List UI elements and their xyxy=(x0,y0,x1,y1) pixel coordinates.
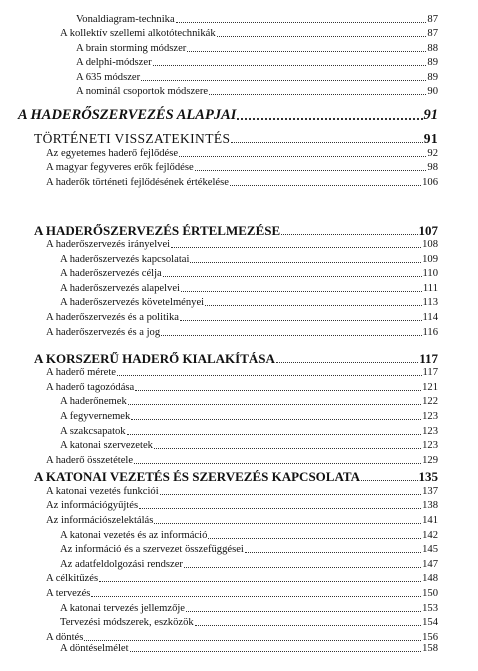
toc-entry-title: A haderő mérete xyxy=(46,367,117,378)
toc-entry-page: 153 xyxy=(422,603,438,614)
toc-entry-title: A haderőszervezés célja xyxy=(60,268,162,279)
dot-leader xyxy=(181,291,422,292)
toc-entry-title: A haderő összetétele xyxy=(46,455,134,466)
toc-entry-page: 88 xyxy=(427,43,438,54)
toc-chapter-heading xyxy=(34,223,438,238)
toc-entry-page: 87 xyxy=(427,14,438,25)
dot-leader xyxy=(361,480,418,481)
toc-entry-title: Az információgyűjtés xyxy=(46,500,139,511)
dot-leader xyxy=(99,581,421,582)
toc-entry-page: 92 xyxy=(427,148,438,159)
dot-leader xyxy=(176,22,427,23)
dot-leader xyxy=(171,247,421,248)
toc-entry xyxy=(60,396,438,408)
dot-leader xyxy=(128,404,421,405)
toc-entry-title: A kollektív szellemi alkotótechnikák xyxy=(60,28,216,39)
toc-entry-title: A katonai tervezés jellemzője xyxy=(60,603,186,614)
toc-entry xyxy=(46,382,438,394)
toc-entry-page: 89 xyxy=(427,72,438,83)
dot-leader xyxy=(180,320,422,321)
toc-entry xyxy=(76,43,438,55)
toc-entry-title: A magyar fegyveres erők fejlődése xyxy=(46,162,194,173)
toc-entry-title: Vonaldiagram-technika xyxy=(76,14,175,25)
toc-entry-page: 156 xyxy=(422,632,438,643)
toc-entry xyxy=(46,239,438,251)
toc-entry xyxy=(60,426,438,438)
dot-leader xyxy=(281,234,417,235)
toc-entry-page: 145 xyxy=(422,544,438,555)
toc-entry-title: Tervezési módszerek, eszközök xyxy=(60,617,194,628)
toc-entry-page: 148 xyxy=(422,573,438,584)
toc-chapter-title: TÖRTÉNETI VISSZATEKINTÉS xyxy=(34,131,231,146)
toc-chapter-title: A KATONAI VEZETÉS ÉS SZERVEZÉS KAPCSOLATA xyxy=(34,469,360,484)
toc-entry xyxy=(46,177,438,189)
toc-entry-title: A döntéselmélet xyxy=(60,643,129,654)
toc-entry-page: 123 xyxy=(422,440,438,451)
dot-leader xyxy=(160,494,421,495)
dot-leader xyxy=(186,611,421,612)
toc-entry xyxy=(60,254,438,266)
toc-entry xyxy=(76,14,438,26)
dot-leader xyxy=(154,448,421,449)
toc-entry-page: 116 xyxy=(422,327,438,338)
toc-entry-title: A katonai vezetés funkciói xyxy=(46,486,159,497)
toc-chapter-heading xyxy=(34,351,438,366)
toc-part-page: 91 xyxy=(423,107,438,123)
toc-entry xyxy=(46,455,438,467)
toc-part-title: A HADERŐSZERVEZÉS ALAPJAI xyxy=(18,107,237,123)
dot-leader xyxy=(91,596,421,597)
toc-entry xyxy=(46,500,438,512)
toc-entry-title: A nominál csoportok módszere xyxy=(76,86,209,97)
toc-entry xyxy=(60,530,438,542)
dot-leader xyxy=(179,156,426,157)
toc-chapter-title: A HADERŐSZERVEZÉS ÉRTELMEZÉSE xyxy=(34,223,281,238)
toc-entry-page: 158 xyxy=(422,643,438,654)
toc-entry xyxy=(46,573,438,585)
dot-leader xyxy=(231,142,422,143)
toc-entry xyxy=(46,588,438,600)
toc-entry-title: A szakcsapatok xyxy=(60,426,126,437)
dot-leader xyxy=(127,434,422,435)
toc-entry-page: 111 xyxy=(422,283,438,294)
toc-entry xyxy=(46,515,438,527)
dot-leader xyxy=(117,375,421,376)
toc-entry-page: 154 xyxy=(422,617,438,628)
toc-entry-page: 122 xyxy=(422,396,438,407)
dot-leader xyxy=(245,552,421,553)
dot-leader xyxy=(135,390,421,391)
toc-entry-title: A haderőszervezés és a politika xyxy=(46,312,179,323)
dot-leader xyxy=(195,625,421,626)
toc-entry xyxy=(60,411,438,423)
dot-leader xyxy=(84,640,421,641)
dot-leader xyxy=(230,185,421,186)
toc-entry xyxy=(60,544,438,556)
toc-entry-page: 113 xyxy=(422,297,438,308)
toc-entry xyxy=(76,86,438,98)
dot-leader xyxy=(187,51,426,52)
toc-entry-page: 108 xyxy=(422,239,438,250)
toc-chapter-page: 107 xyxy=(418,223,438,238)
toc-chapter-heading xyxy=(34,469,438,484)
dot-leader xyxy=(205,305,421,306)
toc-chapter-page: 91 xyxy=(423,131,438,146)
toc-entry-title: A haderőszervezés és a jog xyxy=(46,327,161,338)
dot-leader xyxy=(131,419,421,420)
toc-entry xyxy=(46,367,438,379)
toc-entry-title: Az információszelektálás xyxy=(46,515,154,526)
toc-entry-page: 98 xyxy=(427,162,438,173)
dot-leader xyxy=(130,651,422,652)
toc-entry-title: A katonai szervezetek xyxy=(60,440,153,451)
toc-chapter-page: 117 xyxy=(419,351,438,366)
toc-entry xyxy=(60,297,438,309)
dot-leader xyxy=(184,567,421,568)
toc-entry-page: 137 xyxy=(422,486,438,497)
toc-entry xyxy=(60,283,438,295)
toc-entry-page: 141 xyxy=(422,515,438,526)
toc-entry-title: A tervezés xyxy=(46,588,91,599)
dot-leader xyxy=(154,523,421,524)
dot-leader xyxy=(153,65,427,66)
toc-entry-title: A haderőszervezés követelményei xyxy=(60,297,205,308)
dot-leader xyxy=(139,508,421,509)
toc-entry-title: A döntés xyxy=(46,632,84,643)
toc-entry-title: A haderőszervezés alapelvei xyxy=(60,283,180,294)
toc-entry xyxy=(46,327,438,339)
dot-leader xyxy=(209,94,426,95)
dot-leader xyxy=(190,262,421,263)
toc-entry-page: 117 xyxy=(422,367,438,378)
toc-entry-page: 121 xyxy=(422,382,438,393)
toc-entry-title: A 635 módszer xyxy=(76,72,141,83)
toc-entry-title: A haderőnemek xyxy=(60,396,127,407)
toc-entry-page: 150 xyxy=(422,588,438,599)
dot-leader xyxy=(161,335,421,336)
toc-entry-title: Az információ és a szervezet összefüggései xyxy=(60,544,244,555)
toc-entry-page: 123 xyxy=(422,411,438,422)
toc-entry-title: A katonai vezetés és az információ xyxy=(60,530,208,541)
toc-entry-page: 87 xyxy=(427,28,438,39)
dot-leader xyxy=(217,36,427,37)
toc-entry-title: A haderőszervezés kapcsolatai xyxy=(60,254,190,265)
dot-leader xyxy=(237,118,422,120)
toc-entry xyxy=(60,603,438,615)
toc-entry-title: A brain storming módszer xyxy=(76,43,187,54)
toc-chapter-page: 135 xyxy=(418,469,438,484)
toc-entry-page: 138 xyxy=(422,500,438,511)
toc-entry-page: 114 xyxy=(422,312,438,323)
toc-entry xyxy=(60,643,438,655)
toc-entry-title: Az adatfeldolgozási rendszer xyxy=(60,559,183,570)
toc-entry-title: A fegyvernemek xyxy=(60,411,131,422)
toc-chapter-heading xyxy=(34,131,438,146)
dot-leader xyxy=(163,276,422,277)
dot-leader xyxy=(141,80,426,81)
toc-entry-page: 142 xyxy=(422,530,438,541)
toc-entry xyxy=(46,148,438,160)
toc-entry-page: 89 xyxy=(427,57,438,68)
toc-entry xyxy=(46,312,438,324)
toc-entry-page: 147 xyxy=(422,559,438,570)
toc-entry xyxy=(60,617,438,629)
toc-entry-page: 129 xyxy=(422,455,438,466)
toc-entry-title: Az egyetemes haderő fejlődése xyxy=(46,148,179,159)
toc-entry xyxy=(46,486,438,498)
dot-leader xyxy=(134,463,421,464)
toc-chapter-title: A KORSZERŰ HADERŐ KIALAKÍTÁSA xyxy=(34,351,275,366)
toc-entry-title: A célkitűzés xyxy=(46,573,99,584)
toc-entry xyxy=(60,440,438,452)
toc-entry xyxy=(76,57,438,69)
toc-entry xyxy=(60,559,438,571)
toc-entry-title: A haderő tagozódása xyxy=(46,382,135,393)
dot-leader xyxy=(208,538,421,539)
toc-entry-page: 90 xyxy=(427,86,438,97)
toc-entry-page: 106 xyxy=(422,177,438,188)
toc-entry xyxy=(60,268,438,280)
toc-entry xyxy=(76,72,438,84)
toc-entry-title: A delphi-módszer xyxy=(76,57,152,68)
dot-leader xyxy=(276,362,418,363)
toc-entry-page: 110 xyxy=(422,268,438,279)
toc-part-heading xyxy=(18,107,438,123)
toc-entry-title: A haderők történeti fejlődésének értékelése xyxy=(46,177,229,188)
toc-entry xyxy=(46,162,438,174)
toc-entry-page: 109 xyxy=(422,254,438,265)
dot-leader xyxy=(195,170,427,171)
toc-entry xyxy=(60,28,438,40)
toc-entry-page: 123 xyxy=(422,426,438,437)
toc-entry-title: A haderőszervezés irányelvei xyxy=(46,239,171,250)
